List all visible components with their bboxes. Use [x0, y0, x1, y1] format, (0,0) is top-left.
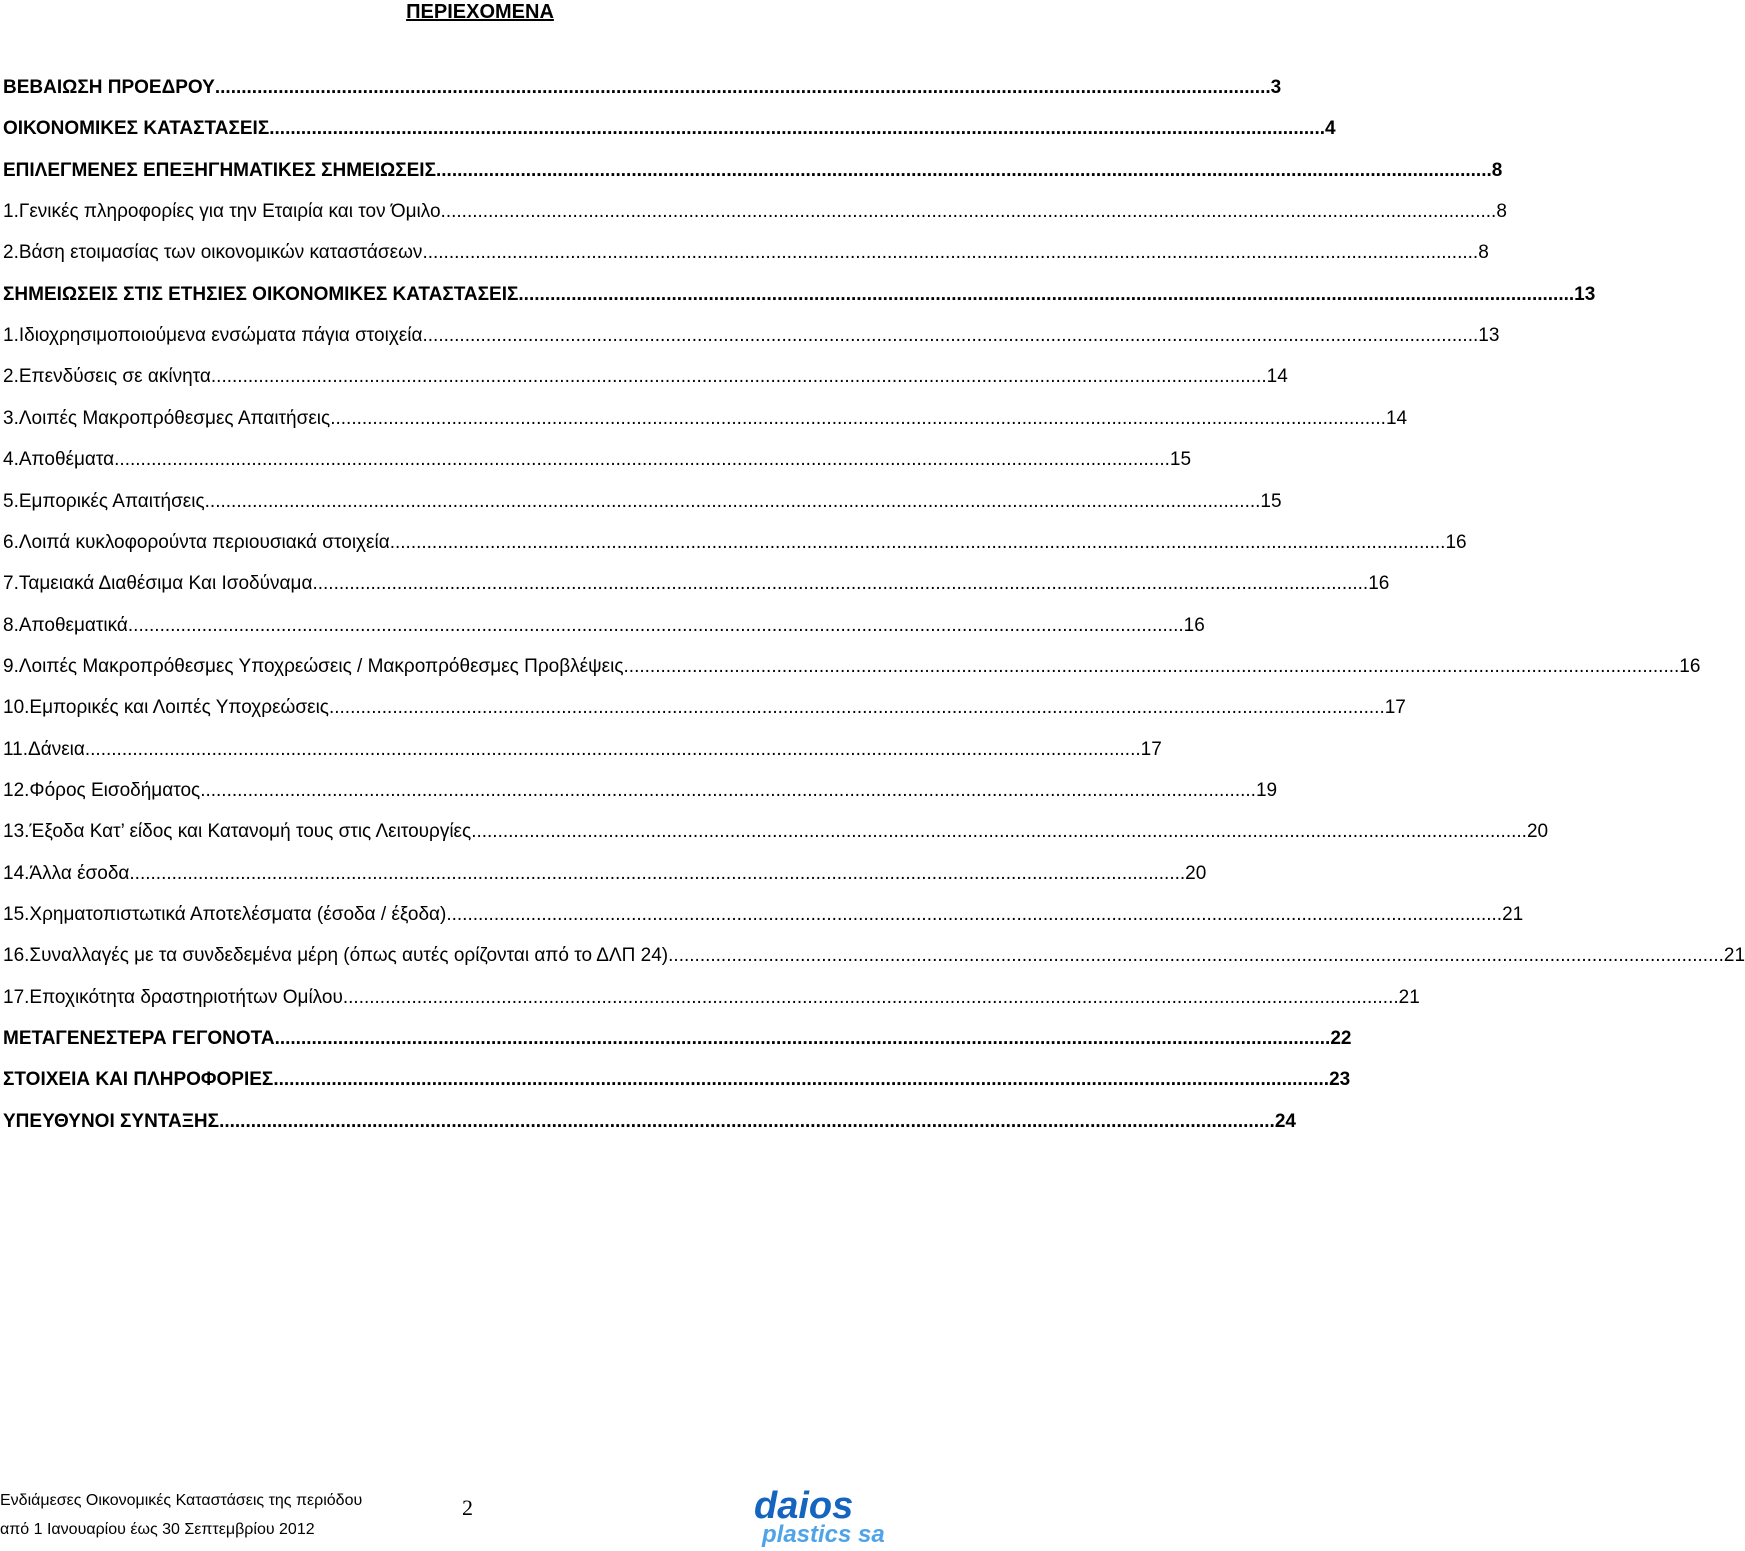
toc-item-number: 15. — [3, 904, 30, 925]
toc-row[interactable] — [3, 1101, 1296, 1143]
toc-item-title: Χρηματοπιστωτικά Αποτελέσματα (έσοδα / έξοδα) — [29, 904, 447, 925]
toc-row[interactable] — [3, 563, 1390, 605]
toc-page-number: 17 — [1384, 697, 1406, 719]
toc-leader-dots: ........................................................................................................................................................................................................ — [129, 862, 1186, 884]
toc-page-number: 8 — [1491, 159, 1503, 181]
page-title — [0, 0, 960, 24]
toc-page-number: 22 — [1330, 1028, 1352, 1050]
toc-page-number: 21 — [1723, 945, 1745, 967]
toc-leader-dots: ........................................................................................................................................................................................................ — [422, 242, 1479, 264]
toc-leader-dots: ........................................................................................................................................................................................................ — [330, 407, 1386, 429]
toc-row[interactable] — [3, 770, 1278, 812]
toc-item-title: ΜΕΤΑΓΕΝΕΣΤΕΡΑ ΓΕΓΟΝΟΤΑ — [3, 1028, 275, 1050]
toc-leader-dots: ........................................................................................................................................................................................................ — [114, 449, 1170, 471]
toc-item-number: 7. — [3, 573, 19, 595]
toc-item-title: Εμπορικές και Λοιπές Υποχρεώσεις — [29, 697, 329, 719]
toc-leader-dots: ........................................................................................................................................................................................................ — [219, 1110, 1275, 1132]
toc-leader-dots: ........................................................................................................................................................................................................ — [518, 283, 1575, 305]
toc-leader-dots: ........................................................................................................................................................................................................ — [269, 118, 1325, 140]
toc-item-number: 11. — [3, 738, 29, 760]
toc-page-number: 16 — [1445, 531, 1467, 553]
toc-page-number: 8 — [1478, 242, 1489, 264]
toc-row[interactable] — [3, 894, 1524, 936]
toc-item-title: Γενικές πληροφορίες για την Εταιρία και τον Όμιλο — [18, 201, 441, 223]
toc-item-number: 2. — [3, 242, 19, 264]
toc-item-title: Επενδύσεις σε ακίνητα — [18, 366, 211, 388]
toc-leader-dots: ........................................................................................................................................................................................................ — [312, 573, 1369, 595]
toc-leader-dots: ........................................................................................................................................................................................................ — [440, 201, 1497, 223]
toc-page-number: 14 — [1385, 407, 1408, 429]
toc-leader-dots: ........................................................................................................................................................................................................ — [471, 821, 1527, 843]
toc-row[interactable] — [3, 687, 1406, 729]
toc-page-number: 13 — [1574, 283, 1596, 305]
daios-plastics-logo — [748, 1484, 938, 1548]
footer-period-line-2: από 1 Ιανουαρίου έως 30 Σεπτεμβρίου 2012 — [0, 1521, 315, 1538]
toc-leader-dots: ........................................................................................................................................................................................................ — [623, 655, 1680, 677]
toc-page-number: 15 — [1260, 490, 1282, 512]
toc-page-number: 3 — [1270, 77, 1282, 98]
toc-leader-dots: ........................................................................................................................................................................................................ — [200, 779, 1256, 801]
toc-page-number: 19 — [1255, 779, 1278, 801]
toc-row[interactable] — [3, 522, 1467, 564]
toc-page-number: 21 — [1398, 986, 1420, 1008]
toc-page-number: 20 — [1185, 862, 1207, 884]
toc-item-title: ΥΠΕΥΘΥΝΟΙ ΣΥΝΤΑΞΗΣ — [3, 1110, 220, 1132]
toc-item-number: 1. — [3, 201, 19, 223]
toc-row[interactable] — [3, 439, 1192, 481]
toc-item-title: Ιδιοχρησιμοποιούμενα ενσώματα πάγια στοιχεία — [18, 325, 423, 347]
toc-item-number: 12. — [3, 779, 30, 801]
toc-item-title: Λοιπές Μακροπρόθεσμες Υποχρεώσεις / Μακροπρόθεσμες Προβλέψεις — [18, 655, 624, 677]
toc-leader-dots: ........................................................................................................................................................................................................ — [210, 366, 1267, 388]
toc-page-number: 20 — [1526, 821, 1549, 843]
toc-item-title: ΣΤΟΙΧΕΙΑ ΚΑΙ ΠΛΗΡΟΦΟΡΙΕΣ — [3, 1069, 274, 1091]
toc-row[interactable] — [3, 853, 1207, 895]
toc-row[interactable] — [3, 191, 1507, 233]
toc-item-title: Βάση ετοιμασίας των οικονομικών καταστάσεων — [18, 242, 423, 264]
toc-item-number: 16. — [3, 945, 30, 967]
toc-item-title: Δάνεια — [28, 738, 85, 760]
toc-item-title: Λοιπά κυκλοφορούντα περιουσιακά στοιχεία — [18, 531, 390, 553]
toc-row[interactable] — [3, 811, 1549, 853]
toc-leader-dots: ........................................................................................................................................................................................................ — [389, 531, 1446, 553]
toc-leader-dots: ........................................................................................................................................................................................................ — [342, 986, 1399, 1008]
toc-item-number: 9. — [3, 655, 19, 677]
toc-leader-dots: ........................................................................................................................................................................................................ — [273, 1069, 1330, 1091]
toc-page-number: 14 — [1266, 366, 1288, 388]
footer-period-line-1: Ενδιάμεσες Οικονομικές Καταστάσεις της περιόδου — [0, 1492, 363, 1509]
toc-page-number: 16 — [1368, 573, 1390, 595]
footer-page-number: 2 — [462, 1495, 473, 1520]
toc-leader-dots: ........................................................................................................................................................................................................ — [274, 1028, 1331, 1050]
toc-item-title: Εμπορικές Απαιτήσεις — [18, 490, 205, 512]
toc-item-title: Εποχικότητα δραστηριοτήτων Ομίλου — [29, 986, 343, 1008]
toc-item-title: Αποθέματα — [18, 449, 115, 471]
toc-item-number: 13. — [3, 821, 30, 843]
toc-item-number: 17. — [3, 986, 30, 1008]
toc-leader-dots: ........................................................................................................................................................................................................ — [668, 945, 1724, 967]
toc-row[interactable] — [3, 646, 1701, 688]
toc-item-title: Έξοδα Κατ’ είδος και Κατανομή τους στις Λειτουργίες — [29, 821, 472, 843]
toc-row[interactable] — [3, 315, 1500, 357]
toc-leader-dots: ........................................................................................................................................................................................................ — [422, 325, 1479, 347]
toc-row[interactable] — [3, 398, 1408, 440]
toc-leader-dots: ........................................................................................................................................................................................................ — [214, 77, 1271, 98]
toc-item-number: 10. — [3, 697, 30, 719]
logo-bottom-text: plastics sa — [762, 1521, 885, 1548]
toc-item-title: Αποθεματικά — [18, 614, 128, 636]
toc-item-title: ΕΠΙΛΕΓΜΕΝΕΣ ΕΠΕΞΗΓΗΜΑΤΙΚΕΣ ΣΗΜΕΙΩΣΕΙΣ — [3, 159, 436, 181]
toc-page-number: 21 — [1502, 904, 1524, 925]
toc-item-number: 1. — [3, 325, 19, 347]
toc-page-number: 13 — [1478, 325, 1500, 347]
toc-row[interactable] — [3, 935, 1745, 977]
toc-row[interactable] — [3, 356, 1288, 398]
toc-item-title: Άλλα έσοδα — [29, 862, 130, 884]
toc-row[interactable] — [3, 729, 1162, 771]
toc-row[interactable] — [3, 150, 1503, 192]
toc-item-number: 6. — [3, 531, 19, 553]
toc-leader-dots: ........................................................................................................................................................................................................ — [328, 697, 1385, 719]
toc-item-title: Ταμειακά Διαθέσιμα Και Ισοδύναμα — [18, 573, 313, 595]
toc-row[interactable] — [3, 1059, 1351, 1101]
title-text: ΠΕΡΙΕΧΟΜΕΝΑ — [406, 1, 554, 23]
toc-row[interactable] — [3, 605, 1205, 647]
toc-row[interactable] — [3, 1018, 1352, 1060]
toc-page-number: 4 — [1325, 118, 1336, 140]
toc-item-title: Συναλλαγές με τα συνδεδεμένα μέρη (όπως αυτές ορίζονται από το ΔΛΠ 24) — [29, 945, 669, 967]
toc-item-number: 4. — [3, 449, 19, 471]
toc-row[interactable] — [3, 481, 1282, 523]
toc-page-number: 16 — [1183, 614, 1205, 636]
toc-item-title: ΣΗΜΕΙΩΣΕΙΣ ΣΤΙΣ ΕΤΗΣΙΕΣ ΟΙΚΟΝΟΜΙΚΕΣ ΚΑΤΑΣΤΑΣΕΙΣ — [3, 283, 519, 305]
toc-row[interactable] — [3, 67, 1282, 109]
toc-item-number: 3. — [3, 407, 19, 429]
toc-leader-dots: ........................................................................................................................................................................................................ — [436, 159, 1492, 181]
toc-item-title: Λοιπές Μακροπρόθεσμες Απαιτήσεις — [18, 407, 331, 429]
toc-page-number: 8 — [1496, 201, 1507, 223]
logo-top-text: daios — [754, 1485, 854, 1527]
toc-item-number: 14. — [3, 862, 30, 884]
toc-row[interactable] — [3, 274, 1596, 316]
toc-row[interactable] — [3, 108, 1336, 150]
toc-page-number: 16 — [1679, 655, 1701, 677]
toc-page-number: 24 — [1274, 1110, 1296, 1132]
toc-page-number: 23 — [1329, 1069, 1351, 1091]
toc-item-title: Φόρος Εισοδήματος — [29, 779, 201, 801]
toc-leader-dots: ........................................................................................................................................................................................................ — [446, 904, 1503, 925]
toc-row[interactable] — [3, 232, 1489, 274]
toc-leader-dots: ........................................................................................................................................................................................................ — [204, 490, 1261, 512]
toc-row[interactable] — [3, 977, 1420, 1019]
toc-item-title: ΒΕΒΑΙΩΣΗ ΠΡΟΕΔΡΟΥ — [3, 77, 215, 98]
toc-item-number: 8. — [3, 614, 19, 636]
toc-leader-dots: ........................................................................................................................................................................................................ — [84, 738, 1141, 760]
toc-page-number: 17 — [1140, 738, 1162, 760]
toc-item-number: 5. — [3, 490, 19, 512]
toc-item-title: ΟΙΚΟΝΟΜΙΚΕΣ ΚΑΤΑΣΤΑΣΕΙΣ — [3, 118, 270, 140]
toc-item-number: 2. — [3, 366, 19, 388]
toc-leader-dots: ........................................................................................................................................................................................................ — [127, 614, 1184, 636]
toc-page-number: 15 — [1169, 449, 1192, 471]
